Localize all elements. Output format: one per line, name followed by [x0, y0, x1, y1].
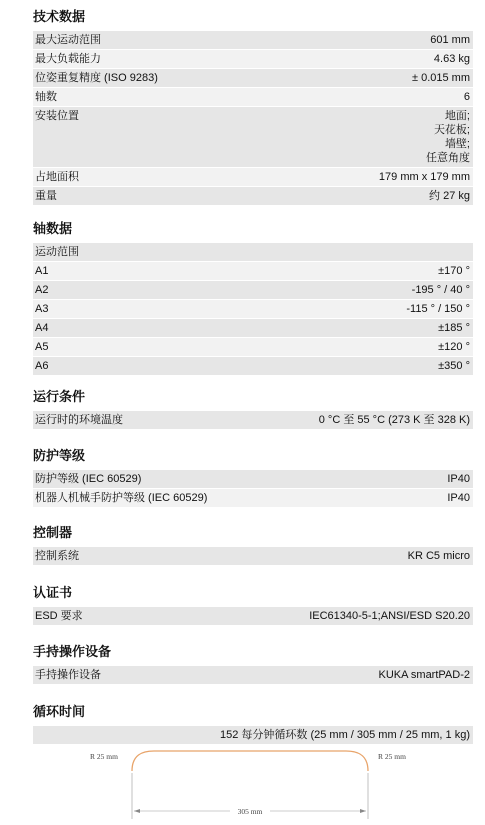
section-title: 认证书	[33, 586, 73, 601]
table-row	[33, 50, 473, 69]
section-title: 轴数据	[33, 222, 73, 237]
mount-option: 天花板;	[433, 124, 470, 136]
section-title: 手持操作设备	[33, 645, 112, 660]
row-label: 机器人机械手防护等级 (IEC 60529)	[35, 492, 208, 504]
row-value: 约 27 kg	[429, 190, 470, 202]
row-label: 运动范围	[35, 246, 79, 258]
table-row	[33, 168, 473, 187]
table-row	[33, 411, 473, 430]
row-value: IEC61340-5-1;ANSI/ESD S20.20	[309, 610, 470, 622]
row-value: 4.63 kg	[433, 53, 470, 65]
table-row	[33, 607, 473, 626]
certs-section	[33, 586, 473, 626]
row-label: 防护等级 (IEC 60529)	[35, 473, 142, 485]
section-title: 运行条件	[33, 390, 86, 405]
row-label: A2	[35, 284, 49, 296]
arrow-right-icon	[360, 809, 366, 813]
handheld-section	[33, 645, 473, 685]
row-label: 轴数	[35, 91, 57, 103]
row-value: IP40	[447, 492, 470, 504]
row-label: 安装位置	[35, 110, 79, 122]
row-value: 179 mm x 179 mm	[378, 171, 470, 183]
table-row	[33, 107, 473, 168]
section-title: 防护等级	[33, 449, 86, 464]
row-label: 位姿重复精度 (ISO 9283)	[35, 72, 158, 84]
row-value: KUKA smartPAD-2	[378, 669, 470, 681]
cycle-row	[33, 726, 473, 745]
table-row	[33, 470, 473, 489]
row-label: 最大负载能力	[35, 53, 101, 65]
row-value: KR C5 micro	[407, 550, 470, 562]
row-value: ±170 °	[438, 265, 470, 277]
mount-option: 地面;	[444, 110, 470, 122]
row-value: ±350 °	[438, 360, 470, 372]
section-title: 技术数据	[33, 10, 86, 25]
row-value: -115 ° / 150 °	[406, 303, 470, 315]
table-row	[33, 281, 473, 300]
row-label: 手持操作设备	[35, 669, 101, 681]
table-row	[33, 357, 473, 376]
row-label: 控制系统	[35, 550, 79, 562]
section-title: 控制器	[33, 526, 73, 541]
row-value: 0 °C 至 55 °C (273 K 至 328 K)	[318, 414, 470, 426]
row-label: 重量	[35, 190, 57, 202]
table-row	[33, 69, 473, 88]
table-row	[33, 243, 473, 262]
row-value: 601 mm	[430, 34, 470, 46]
row-label: A4	[35, 322, 49, 334]
row-label: A5	[35, 341, 49, 353]
row-label: ESD 要求	[35, 610, 83, 622]
row-label: 占地面积	[35, 171, 79, 183]
right-radius-label: R 25 mm	[378, 752, 406, 761]
row-value: ± 0.015 mm	[411, 72, 470, 84]
row-label: 运行时的环境温度	[35, 414, 123, 426]
row-value: ±185 °	[438, 322, 470, 334]
protection-section	[33, 449, 473, 508]
mount-option: 任意角度	[426, 152, 470, 164]
row-value: 6	[463, 91, 470, 103]
table-row	[33, 338, 473, 357]
dimension-label: 305 mm	[237, 807, 263, 816]
row-label: A1	[35, 265, 49, 277]
cycle-value: 152 每分钟循环数 (25 mm / 305 mm / 25 mm, 1 kg)	[219, 729, 470, 741]
row-value: ±120 °	[438, 341, 470, 353]
section-title: 循环时间	[33, 705, 86, 720]
table-row	[33, 666, 473, 685]
table-row	[33, 489, 473, 508]
row-value: IP40	[447, 473, 470, 485]
operating-section	[33, 390, 473, 430]
table-row	[33, 319, 473, 338]
arrow-left-icon	[134, 809, 140, 813]
row-value: -195 ° / 40 °	[411, 284, 470, 296]
left-radius-label: R 25 mm	[90, 752, 118, 761]
row-label: 最大运动范围	[35, 34, 101, 46]
controller-section	[33, 526, 473, 566]
cycle-path-curve	[132, 751, 368, 771]
table-row	[33, 31, 473, 50]
table-row	[33, 187, 473, 206]
table-row	[33, 88, 473, 107]
row-value	[426, 107, 470, 167]
table-row	[33, 547, 473, 566]
table-row	[33, 300, 473, 319]
cycle-path-diagram	[80, 745, 420, 823]
row-label: A6	[35, 360, 49, 372]
axis-section	[33, 222, 473, 376]
row-label: A3	[35, 303, 49, 315]
cycle-section	[33, 705, 473, 745]
tech-section	[33, 10, 473, 206]
table-row	[33, 262, 473, 281]
mount-option: 墙壁;	[444, 138, 470, 150]
